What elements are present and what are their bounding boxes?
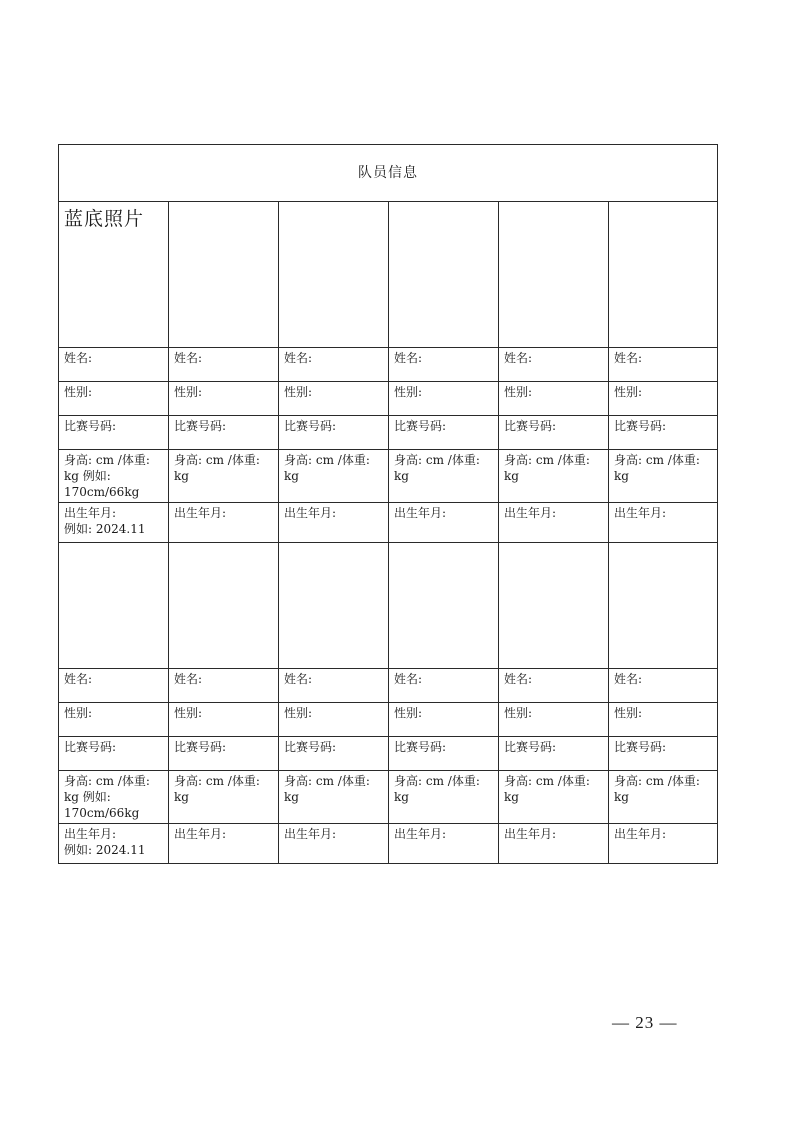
birth-field[interactable]: 出生年月: xyxy=(169,503,279,543)
gender-label: 性别: xyxy=(59,382,169,416)
gender-field[interactable]: 性别: xyxy=(389,703,499,737)
height-weight-label: 身高: cm /体重: kg 例如: 170cm/66kg xyxy=(59,450,169,503)
birth-field[interactable]: 出生年月: xyxy=(389,824,499,864)
photo-slot[interactable] xyxy=(389,202,499,348)
height-weight-field[interactable]: 身高: cm /体重: kg xyxy=(499,771,609,824)
photo-slot[interactable] xyxy=(499,543,609,669)
page-number: — 23 — xyxy=(612,1013,678,1032)
birth-field[interactable]: 出生年月: xyxy=(609,824,718,864)
name-label: 姓名: xyxy=(59,669,169,703)
photo-row xyxy=(59,543,718,669)
photo-slot[interactable] xyxy=(609,202,718,348)
height-weight-field[interactable]: 身高: cm /体重: kg xyxy=(279,771,389,824)
photo-slot[interactable] xyxy=(499,202,609,348)
gender-field[interactable]: 性别: xyxy=(169,703,279,737)
birth-field[interactable]: 出生年月: xyxy=(609,503,718,543)
photo-slot[interactable] xyxy=(389,543,499,669)
height-weight-field[interactable]: 身高: cm /体重: kg xyxy=(169,450,279,503)
height-weight-row xyxy=(59,771,718,824)
number-field[interactable]: 比赛号码: xyxy=(279,737,389,771)
number-field[interactable]: 比赛号码: xyxy=(499,416,609,450)
gender-field[interactable]: 性别: xyxy=(279,703,389,737)
name-field[interactable]: 姓名: xyxy=(279,348,389,382)
name-row xyxy=(59,348,718,382)
table-title: 队员信息 xyxy=(59,145,718,202)
name-field[interactable]: 姓名: xyxy=(279,669,389,703)
gender-field[interactable]: 性别: xyxy=(169,382,279,416)
gender-field[interactable]: 性别: xyxy=(609,703,718,737)
number-field[interactable]: 比赛号码: xyxy=(169,416,279,450)
gender-row xyxy=(59,703,718,737)
number-label: 比赛号码: xyxy=(59,737,169,771)
name-field[interactable]: 姓名: xyxy=(499,669,609,703)
gender-label: 性别: xyxy=(59,703,169,737)
number-field[interactable]: 比赛号码: xyxy=(609,416,718,450)
height-weight-field[interactable]: 身高: cm /体重: kg xyxy=(499,450,609,503)
birth-label-line2: 例如: 2024.11 xyxy=(64,522,146,536)
height-weight-label: 身高: cm /体重: kg 例如: 170cm/66kg xyxy=(59,771,169,824)
name-field[interactable]: 姓名: xyxy=(389,348,499,382)
height-weight-field[interactable]: 身高: cm /体重: kg xyxy=(169,771,279,824)
height-weight-field[interactable]: 身高: cm /体重: kg xyxy=(389,450,499,503)
gender-field[interactable]: 性别: xyxy=(279,382,389,416)
name-field[interactable]: 姓名: xyxy=(169,669,279,703)
birth-field[interactable]: 出生年月: xyxy=(279,824,389,864)
birth-label-line2: 例如: 2024.11 xyxy=(64,843,146,857)
number-field[interactable]: 比赛号码: xyxy=(279,416,389,450)
photo-slot[interactable] xyxy=(279,543,389,669)
roster-table xyxy=(58,144,718,864)
birth-field[interactable]: 出生年月: xyxy=(499,503,609,543)
name-field[interactable]: 姓名: xyxy=(389,669,499,703)
birth-field[interactable]: 出生年月: xyxy=(389,503,499,543)
birth-label-line1: 出生年月: xyxy=(64,506,117,520)
photo-slot[interactable] xyxy=(169,202,279,348)
birth-field[interactable]: 出生年月: xyxy=(499,824,609,864)
gender-field[interactable]: 性别: xyxy=(499,703,609,737)
photo-slot[interactable] xyxy=(609,543,718,669)
birth-label-line1: 出生年月: xyxy=(64,827,117,841)
number-row xyxy=(59,737,718,771)
height-weight-field[interactable]: 身高: cm /体重: kg xyxy=(279,450,389,503)
number-field[interactable]: 比赛号码: xyxy=(389,737,499,771)
photo-slot[interactable] xyxy=(169,543,279,669)
birth-row xyxy=(59,824,718,864)
birth-label xyxy=(59,503,169,543)
name-field[interactable]: 姓名: xyxy=(499,348,609,382)
name-label: 姓名: xyxy=(59,348,169,382)
name-field[interactable]: 姓名: xyxy=(609,348,718,382)
birth-field[interactable]: 出生年月: xyxy=(169,824,279,864)
number-field[interactable]: 比赛号码: xyxy=(609,737,718,771)
height-weight-row xyxy=(59,450,718,503)
birth-row xyxy=(59,503,718,543)
gender-field[interactable]: 性别: xyxy=(389,382,499,416)
number-field[interactable]: 比赛号码: xyxy=(389,416,499,450)
name-field[interactable]: 姓名: xyxy=(169,348,279,382)
photo-slot[interactable] xyxy=(279,202,389,348)
name-row xyxy=(59,669,718,703)
birth-field[interactable]: 出生年月: xyxy=(279,503,389,543)
height-weight-field[interactable]: 身高: cm /体重: kg xyxy=(609,450,718,503)
number-row xyxy=(59,416,718,450)
photo-row xyxy=(59,202,718,348)
name-field[interactable]: 姓名: xyxy=(609,669,718,703)
height-weight-field[interactable]: 身高: cm /体重: kg xyxy=(389,771,499,824)
number-field[interactable]: 比赛号码: xyxy=(169,737,279,771)
height-weight-field[interactable]: 身高: cm /体重: kg xyxy=(609,771,718,824)
photo-slot[interactable] xyxy=(59,543,169,669)
gender-field[interactable]: 性别: xyxy=(609,382,718,416)
number-label: 比赛号码: xyxy=(59,416,169,450)
birth-label xyxy=(59,824,169,864)
photo-label: 蓝底照片 xyxy=(59,202,169,348)
gender-field[interactable]: 性别: xyxy=(499,382,609,416)
number-field[interactable]: 比赛号码: xyxy=(499,737,609,771)
gender-row xyxy=(59,382,718,416)
